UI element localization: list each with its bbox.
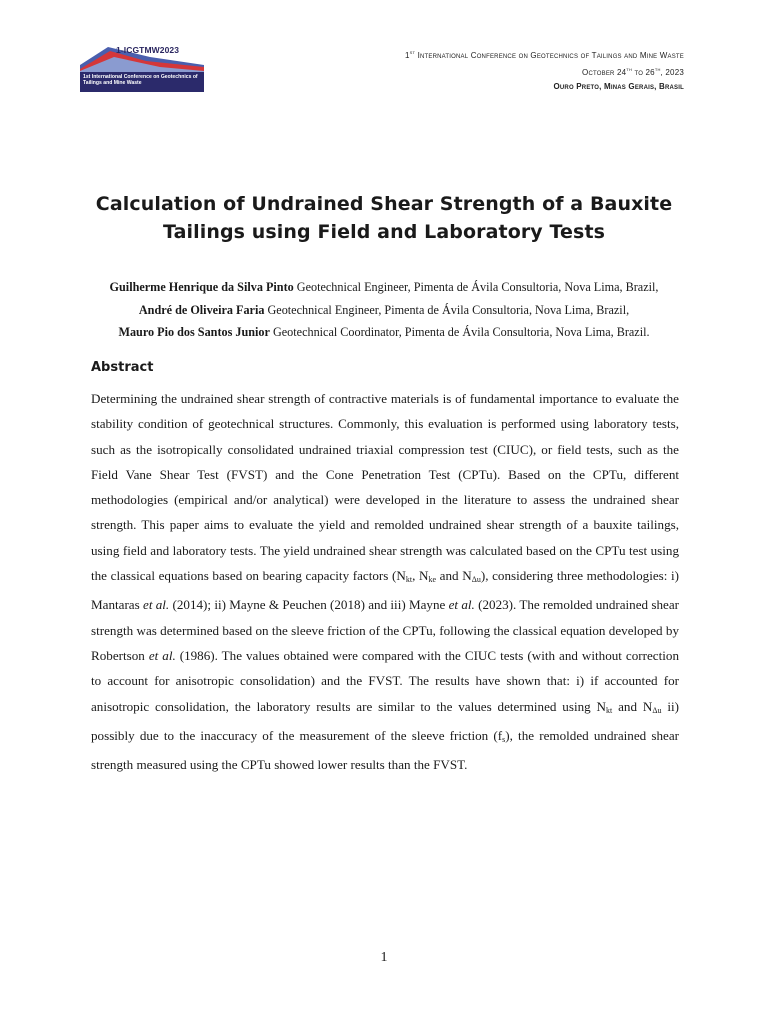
author-name: Guilherme Henrique da Silva Pinto — [109, 280, 294, 294]
author-affiliation: Geotechnical Coordinator, Pimenta de Ávila Consultoria, Nova Lima, Brazil. — [272, 325, 650, 339]
conference-location: Ouro Preto, Minas Gerais, Brasil — [553, 82, 684, 91]
author-line — [60, 299, 708, 322]
conference-dates: October 24th to 26th, 2023 — [582, 67, 684, 77]
author-line — [60, 321, 708, 344]
author-affiliation: Geotechnical Engineer, Pimenta de Ávila Consultoria, Nova Lima, Brazil, — [267, 302, 630, 317]
author-name: André de Oliveira Faria — [138, 302, 265, 317]
author-list — [60, 276, 708, 344]
abstract-heading: Abstract — [91, 360, 154, 375]
author-affiliation: Geotechnical Engineer, Pimenta de Ávila Consultoria, Nova Lima, Brazil, — [296, 280, 659, 294]
author-name: Mauro Pio dos Santos Junior — [118, 325, 270, 339]
page-number: 1 — [380, 950, 388, 965]
author-line — [60, 276, 708, 299]
paper-title: Calculation of Undrained Shear Strength of a Bauxite Tailings using Field and Laboratory Tests — [95, 193, 673, 243]
conference-logo — [80, 43, 204, 92]
logo-subtitle: 1st International Conference on Geotechnics of Tailings and Mine Waste — [83, 74, 198, 86]
abstract-body: Determining the undrained shear strength of contractive materials is of fundamental importance to evaluate the stability condition of geotechnical structures. Commonly, this evaluation is performed using laboratory tests, such as the isotropically consolidated undrained triaxial compression test (CIUC), or field tests, such as the Field Vane Shear Test (FVST) and the Cone Penetration Test (CPTu). Based on the CPTu, different methodologies (empirical and/or analytical) were developed in the literature to assess the undrained shear strength. This paper aims to evaluate the yield and remolded undrained shear strength of a bauxite tailings, using field and laboratory tests. The yield undrained shear strength was calculated based on the CPTu test using the classical equations based on bearing capacity factors ($N_{kt}$, $N_{ke}$ and $N_{\Delta u}$), considering three methodologies: i) Mantaras et al. (2014); ii) Mayne & Peuchen (2018) and iii) Mayne et al. (2023). The remolded undrained shear strength was determined based on the sleeve friction of the CPTu, following the classical equation developed by Robertson et al. (1986). The values obtained were compared with the CIUC tests (with and without correction to account for anisotropic consolidation) and the FVST. The results have shown that: i) if accounted for anisotropic consolidation, the laboratory results are similar to the values determined using $N_{kt}$ and $N_{\Delta u}$ ii) possibly due to the inaccuracy of the measurement of the sleeve friction $(f_s)$, the remolded undrained shear strength measured using the CPTu showed lower results than the FVST. — [91, 391, 680, 773]
conference-header — [405, 46, 684, 94]
logo-title: 1-ICGTMW2023 — [116, 45, 180, 55]
conference-name: 1st International Conference on Geotechnics of Tailings and Mine Waste — [404, 50, 684, 60]
